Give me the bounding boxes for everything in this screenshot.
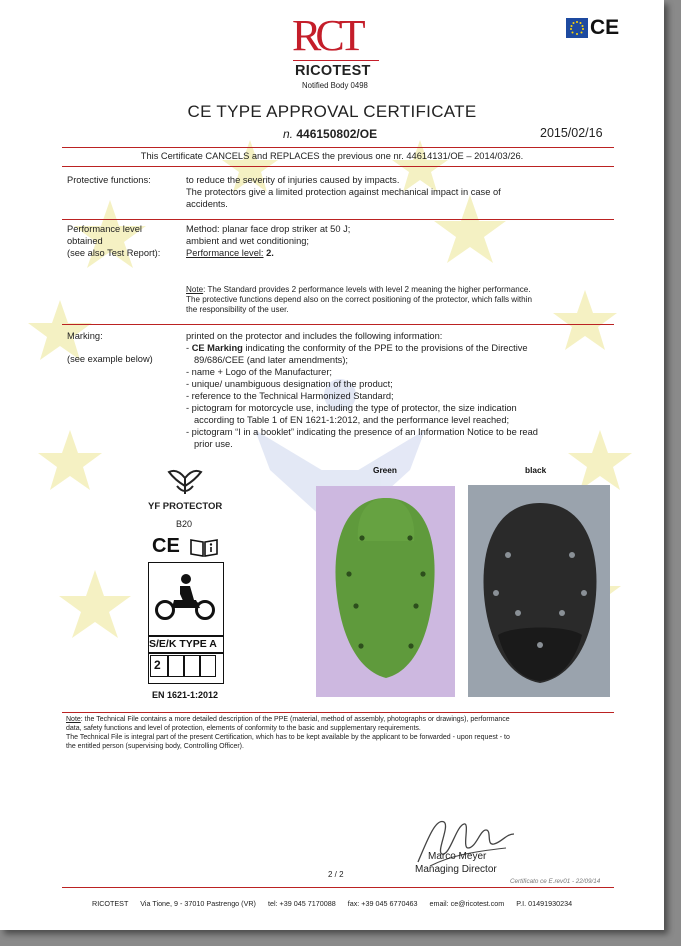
green-photo-label: Green xyxy=(373,465,397,475)
footer-contact xyxy=(92,899,572,908)
marking-example-note: (see example below) xyxy=(67,354,153,364)
certificate-date: 2015/02/16 xyxy=(540,126,603,140)
divider xyxy=(62,219,614,220)
protective-line: to reduce the severity of injuries caused by impacts. xyxy=(186,175,400,185)
ce-mark: CE xyxy=(590,16,620,39)
number-prefix: n. xyxy=(283,127,294,141)
ricotest-logo-letters: RCT xyxy=(292,11,360,60)
footer-address: Via Tione, 9 - 37010 Pastrengo (VR) xyxy=(140,899,256,908)
brand-name: RICOTEST xyxy=(295,63,371,79)
footnote-line xyxy=(66,716,510,725)
standard-reference: EN 1621-1:2012 xyxy=(152,690,219,700)
marking-item: according to Table 1 of EN 1621-1:2012, and the performance level reached; xyxy=(194,415,510,425)
protector-level: 2 xyxy=(154,658,161,672)
logo-underline xyxy=(293,60,379,61)
size-cell xyxy=(200,655,216,677)
yf-protector-model: B20 xyxy=(176,519,193,529)
marking-ce-line: 89/686/CEE (and later amendments); xyxy=(194,355,348,365)
protective-line: accidents. xyxy=(186,199,228,209)
performance-label: (see also Test Report): xyxy=(67,248,161,258)
footer-company: RICOTEST xyxy=(92,899,129,908)
performance-label: obtained xyxy=(67,236,103,246)
pictogram-divider xyxy=(148,652,224,654)
pictogram-divider xyxy=(148,635,224,637)
size-cell xyxy=(168,655,184,677)
watermark-star xyxy=(59,570,131,638)
watermark-star xyxy=(434,195,506,263)
footer-fax: fax: +39 045 6770463 xyxy=(347,899,418,908)
yf-protector-logo-icon xyxy=(165,466,205,498)
footnote-line: the entitled person (supervising body, Controlling Officer). xyxy=(66,743,244,750)
marking-item: - reference to the Technical Harmonized Standard; xyxy=(186,391,394,401)
form-reference: Certificato ce E.rev01 - 22/09/14 xyxy=(510,878,601,885)
footer-vat: P.I. 01491930234 xyxy=(516,899,573,908)
eu-flag-icon xyxy=(566,18,588,38)
protective-line: The protectors give a limited protection against mechanical impact in case of xyxy=(186,187,501,197)
performance-level-label: Performance level: xyxy=(186,248,264,258)
watermark-star xyxy=(28,300,92,360)
certificate-title: CE TYPE APPROVAL CERTIFICATE xyxy=(187,102,477,121)
marking-item: - pictogram “I in a booklet” indicating the presence of an Information Notice to be read xyxy=(186,427,538,437)
footnote-line: data, safety functions and level of protection, elements of conformity to the basic and supplementary requirements. xyxy=(66,725,421,732)
footnote-note-label: Note xyxy=(66,716,81,723)
marking-label: Marking: xyxy=(67,331,103,341)
signatory-role: Managing Director xyxy=(415,864,497,875)
performance-label: Performance level xyxy=(67,224,142,234)
black-protector-photo xyxy=(468,485,610,697)
marking-item: prior use. xyxy=(194,439,233,449)
note-text: : The Standard provides 2 performance levels with level 2 meaning the higher performance. xyxy=(203,285,531,294)
signatory-name: Marco Meyer xyxy=(428,851,487,862)
ce-marking-term: CE Marking xyxy=(191,343,243,353)
divider xyxy=(62,166,614,167)
note-label: Note xyxy=(186,285,204,294)
footnote-text: : the Technical File contains a more detailed description of the PPE (material, method of assembly, photographs or drawings), performance xyxy=(80,716,510,723)
protective-label: Protective functions: xyxy=(67,175,151,185)
watermark-star xyxy=(568,430,632,490)
performance-note xyxy=(186,285,531,295)
notified-body: Notified Body 0498 xyxy=(302,81,368,90)
divider xyxy=(62,147,614,148)
footer-tel: tel: +39 045 7170088 xyxy=(267,899,336,908)
marking-item: - name + Logo of the Manufacturer; xyxy=(186,367,332,377)
info-booklet-icon xyxy=(189,536,219,558)
marking-ce-line: - CE Marking indicating the conformity of the PPE to the provisions of the Directive xyxy=(186,343,528,353)
performance-conditioning: ambient and wet conditioning; xyxy=(186,236,310,246)
divider xyxy=(62,712,614,713)
marking-item: - pictogram for motorcycle use, including the type of protector, the size indication xyxy=(186,403,517,413)
size-cell xyxy=(184,655,200,677)
performance-method: Method: planar face drop striker at 50 J; xyxy=(186,224,351,234)
divider xyxy=(62,324,614,325)
black-photo-label: black xyxy=(525,465,547,475)
performance-note-line: the responsibility of the user. xyxy=(186,305,289,314)
marking-intro: printed on the protector and includes the following information: xyxy=(186,331,443,341)
divider xyxy=(62,887,614,888)
certificate-number: 446150802/OE xyxy=(296,127,378,141)
performance-level-value: 2. xyxy=(266,248,274,258)
green-protector-photo xyxy=(316,486,455,697)
motorcycle-rider-icon xyxy=(154,572,216,624)
watermark-star xyxy=(38,430,102,490)
yf-protector-brand: YF PROTECTOR xyxy=(148,501,223,512)
ce-marking-text: indicating the conformity of the PPE to the provisions of the Directive xyxy=(242,343,528,353)
label-ce-mark: CE xyxy=(152,535,180,557)
performance-level-line xyxy=(186,248,274,260)
certificate-number-line xyxy=(283,127,377,141)
footnote-line: The Technical File is integral part of the present Certification, which has to be kept available by the applicant to be forwarded - upon request - to xyxy=(66,734,510,741)
marking-item: - unique/ unambiguous designation of the product; xyxy=(186,379,393,389)
performance-note-line: The protective functions depend also on the correct positioning of the protector, which falls within xyxy=(186,295,532,304)
watermark-star xyxy=(553,290,617,350)
page-number: 2 / 2 xyxy=(328,870,344,879)
protector-type: S/E/K TYPE A xyxy=(149,638,217,650)
cancels-notice: This Certificate CANCELS and REPLACES the previous one nr. 44614131/OE – 2014/03/26. xyxy=(140,151,524,161)
footer-email: email: ce@ricotest.com xyxy=(429,899,505,908)
